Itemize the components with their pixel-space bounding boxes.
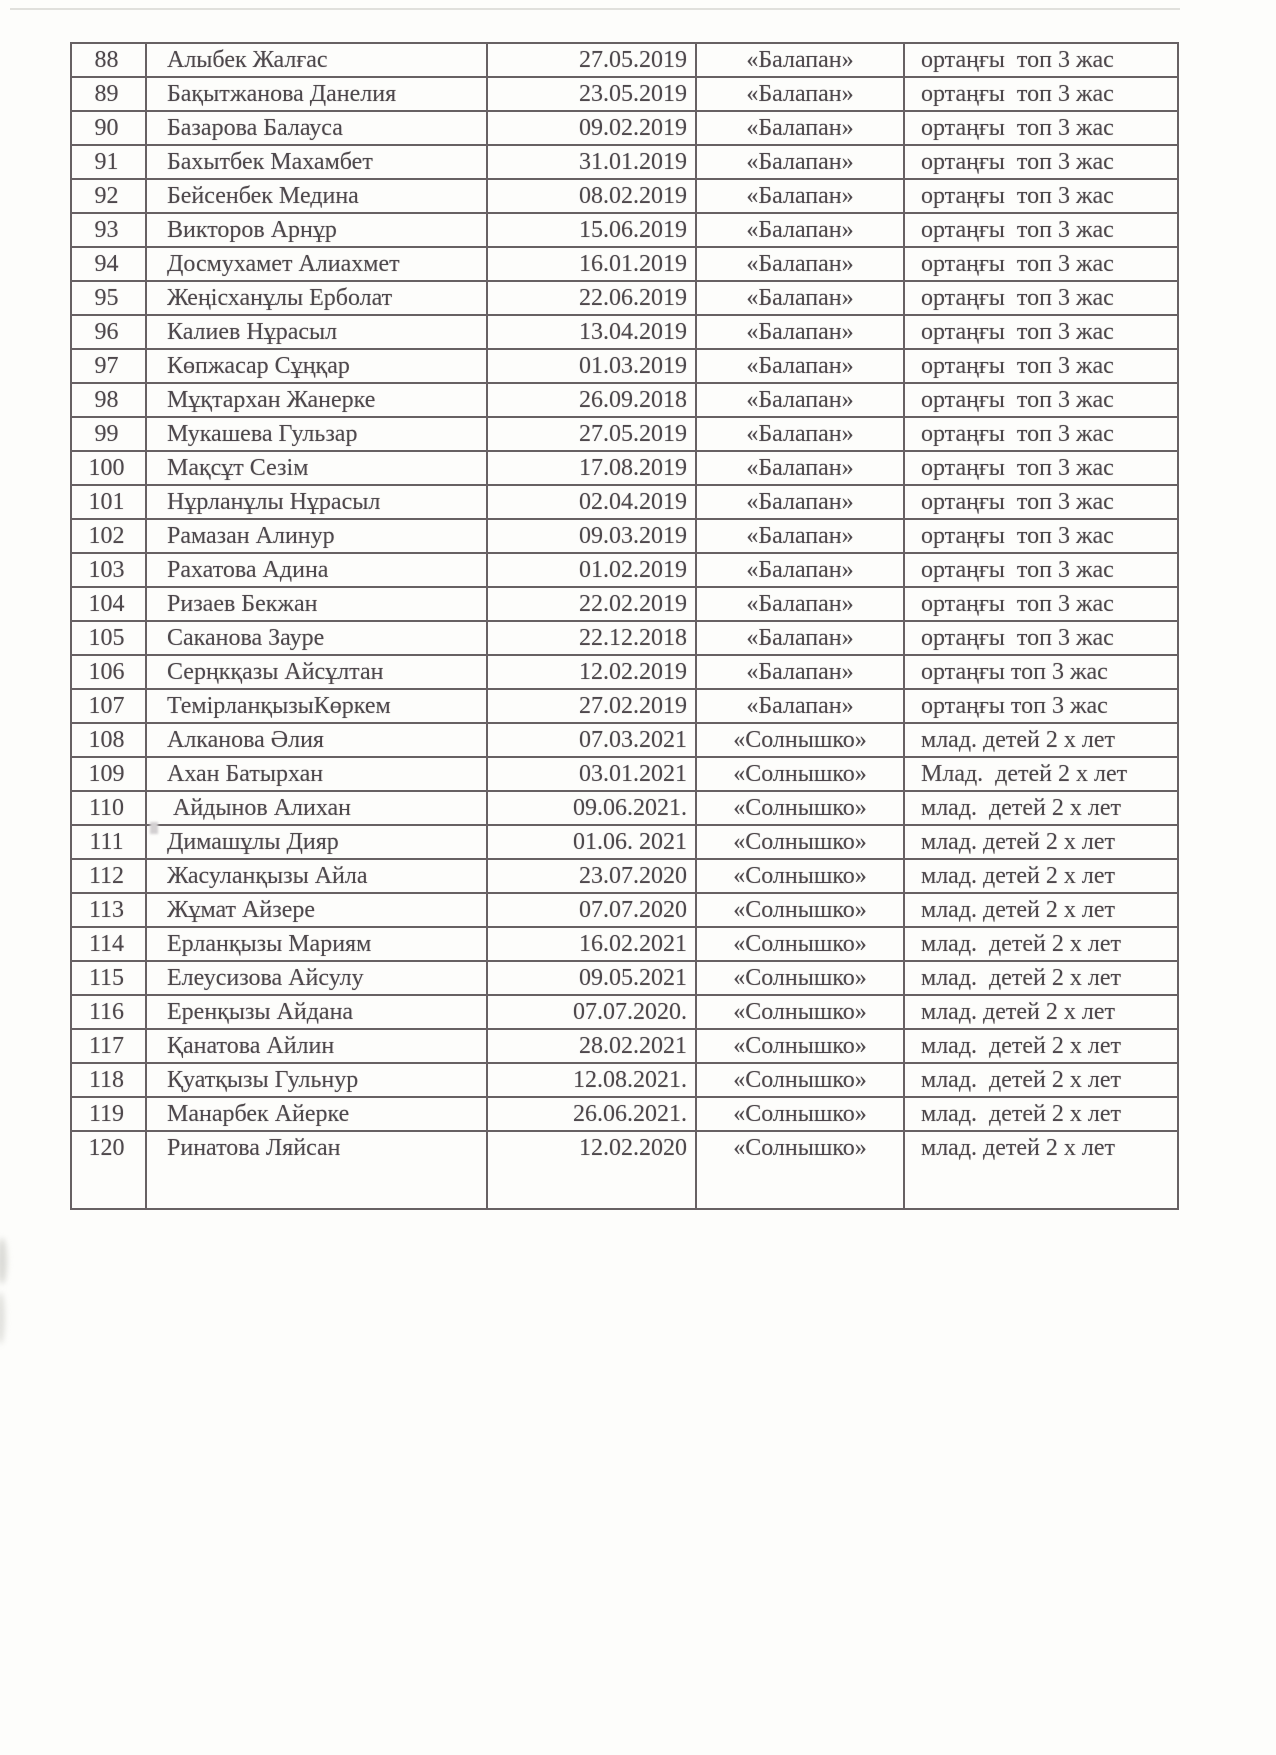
age-group-cell: ортаңғы топ 3 жас (904, 349, 1178, 383)
row-number-cell: 99 (71, 417, 146, 451)
student-name-cell: Алыбек Жалғас (146, 43, 487, 77)
birth-date-cell: 31.01.2019 (487, 145, 696, 179)
group-name-cell: «Солнышко» (696, 859, 904, 893)
age-group-cell: млад. детей 2 х лет (904, 825, 1178, 859)
student-name-cell: Манарбек Айерке (146, 1097, 487, 1131)
age-group-cell: ортаңғы топ 3 жас (904, 315, 1178, 349)
table-row (71, 43, 1178, 77)
group-name-cell: «Балапан» (696, 553, 904, 587)
student-name-cell: Жұмат Айзере (146, 893, 487, 927)
birth-date-cell: 01.06. 2021 (487, 825, 696, 859)
age-group-cell: ортаңғы топ 3 жас (904, 655, 1178, 689)
age-group-cell: ортаңғы топ 3 жас (904, 179, 1178, 213)
table-row (71, 553, 1178, 587)
row-number-cell: 110 (71, 791, 146, 825)
table-row (71, 791, 1178, 825)
student-name-cell: Еренқызы Айдана (146, 995, 487, 1029)
group-name-cell: «Балапан» (696, 145, 904, 179)
birth-date-cell: 27.05.2019 (487, 43, 696, 77)
group-name-cell: «Балапан» (696, 383, 904, 417)
group-name-cell: «Балапан» (696, 179, 904, 213)
student-name-cell: Айдынов Алихан (146, 791, 487, 825)
birth-date-cell: 23.07.2020 (487, 859, 696, 893)
table-row (71, 77, 1178, 111)
student-name-cell: Мақсұт Сезім (146, 451, 487, 485)
student-name-cell: Елеусизова Айсулу (146, 961, 487, 995)
age-group-cell: млад. детей 2 х лет (904, 961, 1178, 995)
row-number-cell: 107 (71, 689, 146, 723)
table-row (71, 179, 1178, 213)
row-number-cell: 88 (71, 43, 146, 77)
row-number-cell: 109 (71, 757, 146, 791)
student-name-cell: Бақытжанова Данелия (146, 77, 487, 111)
row-number-cell: 106 (71, 655, 146, 689)
birth-date-cell: 03.01.2021 (487, 757, 696, 791)
row-number-cell: 111 (71, 825, 146, 859)
age-group-cell: млад. детей 2 х лет (904, 791, 1178, 825)
table-row (71, 1097, 1178, 1131)
age-group-cell: ортаңғы топ 3 жас (904, 77, 1178, 111)
birth-date-cell: 28.02.2021 (487, 1029, 696, 1063)
age-group-cell: ортаңғы топ 3 жас (904, 43, 1178, 77)
student-name-cell: Бейсенбек Медина (146, 179, 487, 213)
age-group-cell: ортаңғы топ 3 жас (904, 247, 1178, 281)
table-row (71, 1131, 1178, 1209)
table-row (71, 893, 1178, 927)
row-number-cell: 89 (71, 77, 146, 111)
group-name-cell: «Балапан» (696, 281, 904, 315)
age-group-cell: ортаңғы топ 3 жас (904, 451, 1178, 485)
table-row (71, 995, 1178, 1029)
table-row (71, 383, 1178, 417)
row-number-cell: 118 (71, 1063, 146, 1097)
birth-date-cell: 16.01.2019 (487, 247, 696, 281)
students-table (70, 42, 1179, 1210)
birth-date-cell: 22.06.2019 (487, 281, 696, 315)
birth-date-cell: 12.08.2021. (487, 1063, 696, 1097)
row-number-cell: 102 (71, 519, 146, 553)
student-name-cell: Рахатова Адина (146, 553, 487, 587)
row-number-cell: 108 (71, 723, 146, 757)
row-number-cell: 117 (71, 1029, 146, 1063)
group-name-cell: «Солнышко» (696, 757, 904, 791)
table-row (71, 417, 1178, 451)
row-number-cell: 114 (71, 927, 146, 961)
row-number-cell: 104 (71, 587, 146, 621)
row-number-cell: 100 (71, 451, 146, 485)
student-name-cell: Ахан Батырхан (146, 757, 487, 791)
age-group-cell: ортаңғы топ 3 жас (904, 553, 1178, 587)
table-row (71, 349, 1178, 383)
table-row (71, 825, 1178, 859)
group-name-cell: «Балапан» (696, 485, 904, 519)
birth-date-cell: 13.04.2019 (487, 315, 696, 349)
birth-date-cell: 07.07.2020. (487, 995, 696, 1029)
group-name-cell: «Солнышко» (696, 791, 904, 825)
student-name-cell: Базарова Балауса (146, 111, 487, 145)
birth-date-cell: 08.02.2019 (487, 179, 696, 213)
row-number-cell: 94 (71, 247, 146, 281)
group-name-cell: «Солнышко» (696, 893, 904, 927)
age-group-cell: млад. детей 2 х лет (904, 1063, 1178, 1097)
birth-date-cell: 26.09.2018 (487, 383, 696, 417)
table-body (71, 43, 1178, 1209)
birth-date-cell: 22.12.2018 (487, 621, 696, 655)
age-group-cell: ортаңғы топ 3 жас (904, 111, 1178, 145)
student-name-cell: Нұрланұлы Нұрасыл (146, 485, 487, 519)
table-row (71, 927, 1178, 961)
table-row (71, 247, 1178, 281)
birth-date-cell: 12.02.2020 (487, 1131, 696, 1209)
row-number-cell: 96 (71, 315, 146, 349)
group-name-cell: «Балапан» (696, 315, 904, 349)
student-name-cell: Көпжасар Сұңқар (146, 349, 487, 383)
table-row (71, 213, 1178, 247)
age-group-cell: ортаңғы топ 3 жас (904, 213, 1178, 247)
birth-date-cell: 27.02.2019 (487, 689, 696, 723)
birth-date-cell: 09.03.2019 (487, 519, 696, 553)
age-group-cell: ортаңғы топ 3 жас (904, 281, 1178, 315)
age-group-cell: млад. детей 2 х лет (904, 893, 1178, 927)
student-name-cell: Викторов Арнұр (146, 213, 487, 247)
row-number-cell: 103 (71, 553, 146, 587)
age-group-cell: млад. детей 2 х лет (904, 1097, 1178, 1131)
student-name-cell: Қанатова Айлин (146, 1029, 487, 1063)
age-group-cell: млад. детей 2 х лет (904, 1131, 1178, 1209)
row-number-cell: 105 (71, 621, 146, 655)
birth-date-cell: 22.02.2019 (487, 587, 696, 621)
table-row (71, 1063, 1178, 1097)
table-row (71, 519, 1178, 553)
age-group-cell: млад. детей 2 х лет (904, 995, 1178, 1029)
student-name-cell: Жасуланқызы Айла (146, 859, 487, 893)
age-group-cell: млад. детей 2 х лет (904, 723, 1178, 757)
birth-date-cell: 07.07.2020 (487, 893, 696, 927)
student-name-cell: Калиев Нұрасыл (146, 315, 487, 349)
group-name-cell: «Солнышко» (696, 1029, 904, 1063)
group-name-cell: «Балапан» (696, 451, 904, 485)
birth-date-cell: 27.05.2019 (487, 417, 696, 451)
row-number-cell: 92 (71, 179, 146, 213)
row-number-cell: 95 (71, 281, 146, 315)
age-group-cell: ортаңғы топ 3 жас (904, 689, 1178, 723)
student-name-cell: Қуатқызы Гульнур (146, 1063, 487, 1097)
age-group-cell: ортаңғы топ 3 жас (904, 417, 1178, 451)
student-name-cell: Мұқтархан Жанерке (146, 383, 487, 417)
group-name-cell: «Балапан» (696, 689, 904, 723)
group-name-cell: «Балапан» (696, 349, 904, 383)
birth-date-cell: 09.06.2021. (487, 791, 696, 825)
student-name-cell: Мукашева Гульзар (146, 417, 487, 451)
group-name-cell: «Солнышко» (696, 961, 904, 995)
scan-artifact-smudge (0, 1292, 5, 1344)
row-number-cell: 119 (71, 1097, 146, 1131)
row-number-cell: 120 (71, 1131, 146, 1209)
group-name-cell: «Балапан» (696, 655, 904, 689)
age-group-cell: млад. детей 2 х лет (904, 1029, 1178, 1063)
group-name-cell: «Балапан» (696, 417, 904, 451)
age-group-cell: ортаңғы топ 3 жас (904, 145, 1178, 179)
table-row (71, 145, 1178, 179)
group-name-cell: «Балапан» (696, 213, 904, 247)
age-group-cell: ортаңғы топ 3 жас (904, 621, 1178, 655)
row-number-cell: 101 (71, 485, 146, 519)
age-group-cell: Млад. детей 2 х лет (904, 757, 1178, 791)
table-row (71, 961, 1178, 995)
group-name-cell: «Солнышко» (696, 723, 904, 757)
age-group-cell: ортаңғы топ 3 жас (904, 587, 1178, 621)
table-row (71, 1029, 1178, 1063)
row-number-cell: 116 (71, 995, 146, 1029)
age-group-cell: ортаңғы топ 3 жас (904, 485, 1178, 519)
table-row (71, 723, 1178, 757)
birth-date-cell: 09.02.2019 (487, 111, 696, 145)
table-row (71, 757, 1178, 791)
student-name-cell: Ринатова Ляйсан (146, 1131, 487, 1209)
table-row (71, 859, 1178, 893)
student-name-cell: Рамазан Алинур (146, 519, 487, 553)
age-group-cell: млад. детей 2 х лет (904, 859, 1178, 893)
birth-date-cell: 12.02.2019 (487, 655, 696, 689)
group-name-cell: «Солнышко» (696, 1131, 904, 1209)
student-name-cell: Бахытбек Махамбет (146, 145, 487, 179)
birth-date-cell: 26.06.2021. (487, 1097, 696, 1131)
group-name-cell: «Балапан» (696, 247, 904, 281)
group-name-cell: «Балапан» (696, 621, 904, 655)
scan-artifact-mark (150, 822, 158, 834)
row-number-cell: 115 (71, 961, 146, 995)
student-name-cell: Алканова Әлия (146, 723, 487, 757)
table-row (71, 485, 1178, 519)
group-name-cell: «Балапан» (696, 111, 904, 145)
table-row (71, 451, 1178, 485)
row-number-cell: 90 (71, 111, 146, 145)
scan-artifact-smudge (0, 1238, 7, 1284)
table-row (71, 621, 1178, 655)
row-number-cell: 113 (71, 893, 146, 927)
student-name-cell: ТемірланқызыКөркем (146, 689, 487, 723)
student-name-cell: Ризаев Бекжан (146, 587, 487, 621)
birth-date-cell: 17.08.2019 (487, 451, 696, 485)
group-name-cell: «Балапан» (696, 77, 904, 111)
group-name-cell: «Солнышко» (696, 825, 904, 859)
table-row (71, 587, 1178, 621)
row-number-cell: 97 (71, 349, 146, 383)
table-row (71, 281, 1178, 315)
table-row (71, 689, 1178, 723)
row-number-cell: 93 (71, 213, 146, 247)
scan-artifact-top-line (10, 8, 1180, 10)
group-name-cell: «Балапан» (696, 587, 904, 621)
birth-date-cell: 16.02.2021 (487, 927, 696, 961)
row-number-cell: 98 (71, 383, 146, 417)
birth-date-cell: 07.03.2021 (487, 723, 696, 757)
group-name-cell: «Солнышко» (696, 995, 904, 1029)
student-name-cell: Саканова Зауре (146, 621, 487, 655)
student-name-cell: Досмухамет Алиахмет (146, 247, 487, 281)
table-row (71, 315, 1178, 349)
table-row (71, 655, 1178, 689)
age-group-cell: млад. детей 2 х лет (904, 927, 1178, 961)
student-name-cell: Ерланқызы Мариям (146, 927, 487, 961)
group-name-cell: «Солнышко» (696, 927, 904, 961)
student-name-cell: Жеңісханұлы Ерболат (146, 281, 487, 315)
birth-date-cell: 02.04.2019 (487, 485, 696, 519)
birth-date-cell: 15.06.2019 (487, 213, 696, 247)
group-name-cell: «Балапан» (696, 519, 904, 553)
birth-date-cell: 01.03.2019 (487, 349, 696, 383)
group-name-cell: «Балапан» (696, 43, 904, 77)
age-group-cell: ортаңғы топ 3 жас (904, 383, 1178, 417)
row-number-cell: 91 (71, 145, 146, 179)
student-name-cell: Серңкқазы Айсұлтан (146, 655, 487, 689)
group-name-cell: «Солнышко» (696, 1097, 904, 1131)
birth-date-cell: 09.05.2021 (487, 961, 696, 995)
birth-date-cell: 23.05.2019 (487, 77, 696, 111)
student-name-cell: Димашұлы Дияр (146, 825, 487, 859)
group-name-cell: «Солнышко» (696, 1063, 904, 1097)
birth-date-cell: 01.02.2019 (487, 553, 696, 587)
age-group-cell: ортаңғы топ 3 жас (904, 519, 1178, 553)
row-number-cell: 112 (71, 859, 146, 893)
table-row (71, 111, 1178, 145)
